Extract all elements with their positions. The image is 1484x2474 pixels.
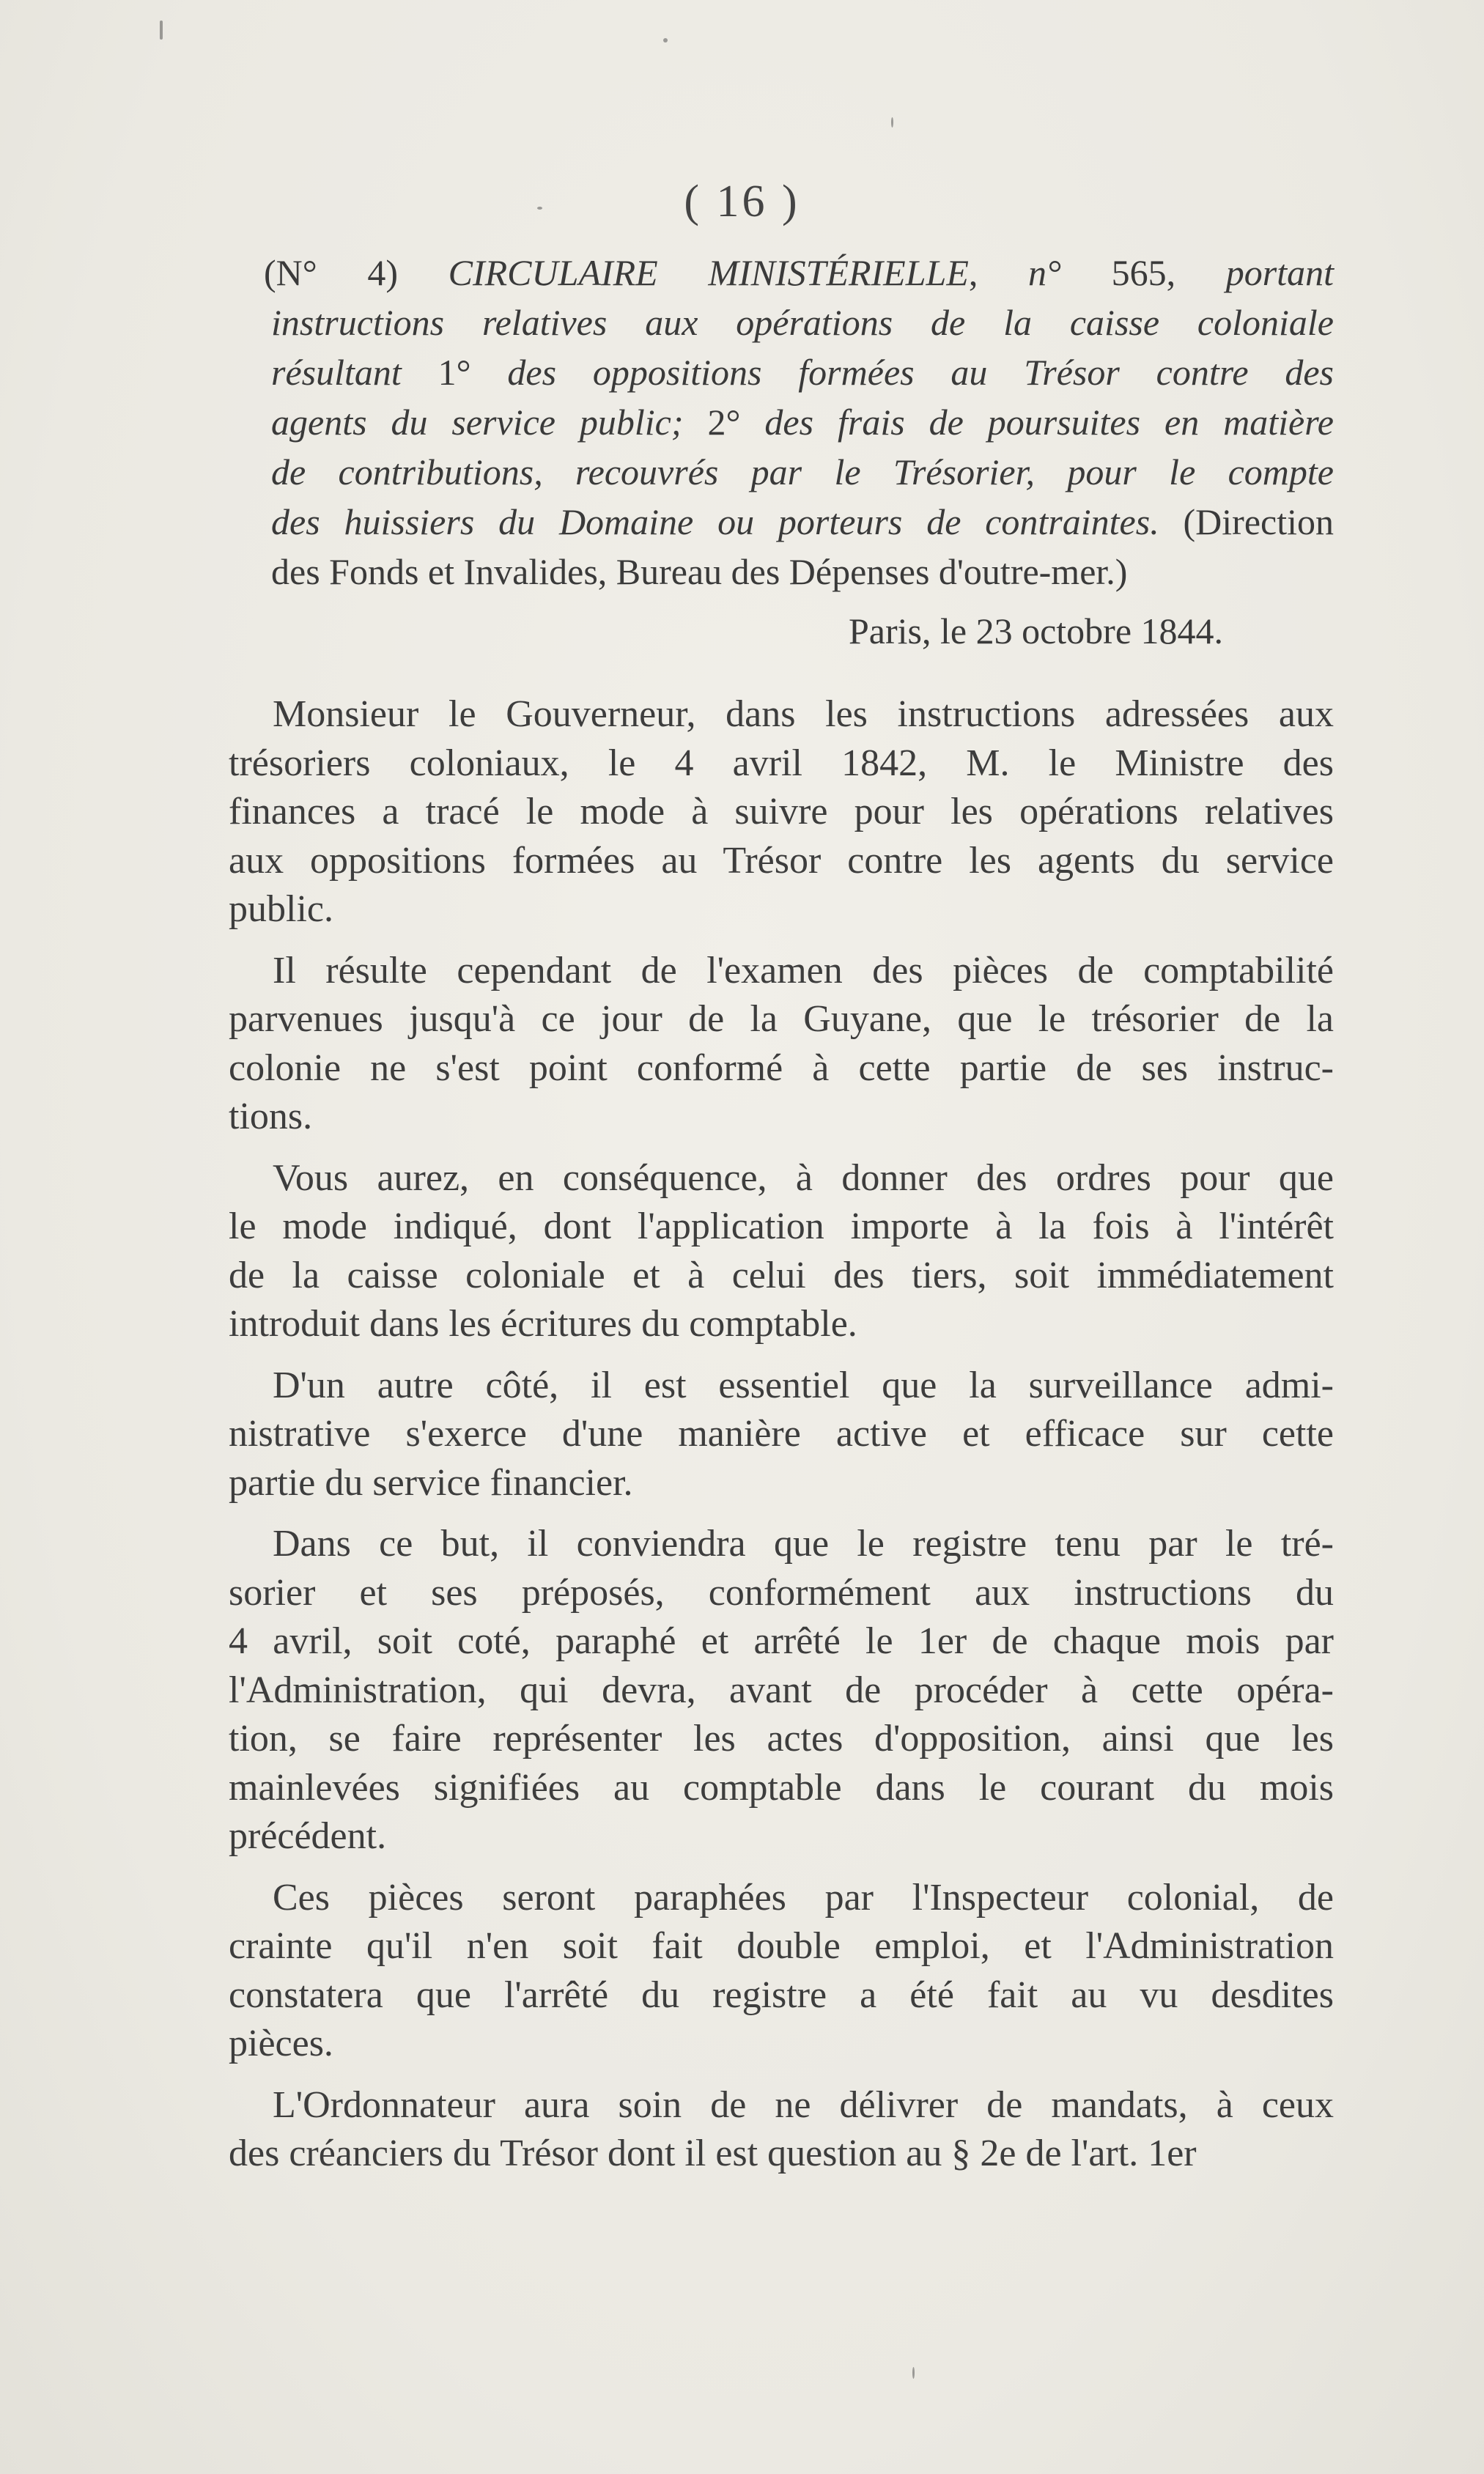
text-line: Dans ce but, il conviendra que le registre tenu par le tré-	[273, 1523, 1334, 1565]
heading-line	[271, 547, 1334, 597]
text-line: l'Administration, qui devra, avant de procéder à cette opéra-	[229, 1669, 1334, 1711]
heading-text: des oppositions formées au Trésor contre des	[470, 352, 1334, 393]
text-line: des créanciers du Trésor dont il est question au § 2e de l'art. 1er	[229, 2133, 1197, 2174]
text-line: Vous aurez, en conséquence, à donner des ordres pour que	[273, 1156, 1334, 1199]
text-line: mainlevées signifiées au comptable dans le courant du mois	[229, 1766, 1334, 1809]
paragraph	[229, 1154, 1334, 1349]
heading-text: (Direction	[1183, 501, 1334, 542]
print-speck	[160, 21, 163, 40]
heading-text: portant	[1225, 252, 1334, 293]
heading-text: des Fonds et Invalides, Bureau des Dépenses d'outre-mer.)	[271, 551, 1128, 592]
text-line: finances a tracé le mode à suivre pour les opérations relatives	[229, 791, 1334, 832]
text-line: partie du service financier.	[229, 1461, 633, 1504]
text-line: introduit dans les écritures du comptable.	[229, 1303, 857, 1345]
page-number: ( 16 )	[684, 177, 800, 226]
heading-line	[264, 248, 1334, 298]
paragraph	[229, 947, 1334, 1142]
text-line: L'Ordonnateur aura soin de ne délivrer de mandats, à ceux	[273, 2083, 1334, 2126]
dateline: Paris, le 23 octobre 1844.	[849, 610, 1224, 651]
text-line: Monsieur le Gouverneur, dans les instructions adressées aux	[273, 693, 1334, 735]
paragraph	[229, 690, 1334, 934]
text-line: le mode indiqué, dont l'application importe à la fois à l'intérêt	[229, 1205, 1334, 1247]
heading-text: résultant	[271, 352, 438, 393]
heading-text: instructions relatives aux opérations de la caisse coloniale	[271, 302, 1334, 343]
text-line: aux oppositions formées au Trésor contre les agents du service	[229, 839, 1334, 882]
heading-text: 565,	[1061, 252, 1226, 293]
text-line: de la caisse coloniale et à celui des tiers, soit immédiatement	[229, 1254, 1334, 1296]
circular-heading	[264, 248, 1335, 597]
text-line: trésoriers coloniaux, le 4 avril 1842, M. le Ministre des	[229, 742, 1334, 784]
text-line: nistrative s'exerce d'une manière active et efficace sur cette	[229, 1413, 1334, 1455]
heading-text: n°	[1028, 252, 1062, 293]
text-line: crainte qu'il n'en soit fait double emploi, et l'Administration	[229, 1925, 1334, 1967]
text-line: D'un autre côté, il est essentiel que la surveillance admi-	[273, 1364, 1334, 1406]
paragraph	[229, 1520, 1334, 1861]
text-line: tion, se faire représenter les actes d'opposition, ainsi que les	[229, 1718, 1334, 1760]
heading-text: 1°	[438, 352, 471, 393]
heading-text: 2°	[707, 402, 741, 443]
text-line: 4 avril, soit coté, paraphé et arrêté le 1er de chaque mois par	[229, 1620, 1334, 1662]
paragraph	[229, 1362, 1334, 1508]
heading-text: CIRCULAIRE MINISTÉRIELLE	[448, 252, 969, 293]
print-speck	[663, 38, 668, 43]
text-line: sorier et ses préposés, conformément aux instructions du	[229, 1571, 1334, 1614]
text-line: précédent.	[229, 1815, 387, 1857]
heading-line	[271, 497, 1334, 547]
print-speck	[912, 2367, 915, 2379]
text-line: pièces.	[229, 2023, 333, 2064]
text-line: public.	[229, 888, 333, 930]
heading-line	[271, 397, 1334, 447]
paragraph	[229, 1874, 1334, 2069]
text-line: colonie ne s'est point conformé à cette partie de ses instruc-	[229, 1046, 1334, 1089]
heading-text: ,	[968, 252, 1029, 293]
heading-line	[271, 347, 1334, 397]
text-line: constatera que l'arrêté du registre a été fait au vu desdites	[229, 1973, 1334, 2016]
paragraph	[229, 2081, 1334, 2179]
print-speck	[891, 117, 893, 128]
heading-text: des frais de poursuites en matière	[740, 402, 1335, 443]
heading-line	[271, 298, 1334, 347]
heading-text: agents du service public;	[271, 402, 708, 443]
text-line: parvenues jusqu'à ce jour de la Guyane, que le trésorier de la	[229, 998, 1334, 1040]
heading-text: des huissiers du Domaine ou porteurs de contraintes.	[271, 501, 1184, 542]
heading-text: de contributions, recouvrés par le Trésorier, pour le compte	[271, 451, 1334, 492]
text-line: tions.	[229, 1096, 313, 1137]
print-speck	[537, 207, 542, 210]
heading-line	[271, 447, 1334, 497]
text-line: Il résulte cependant de l'examen des pièces de comptabilité	[273, 949, 1334, 992]
body-text	[229, 690, 1334, 2191]
text-line: Ces pièces seront paraphées par l'Inspecteur colonial, de	[273, 1876, 1334, 1919]
heading-text: (N° 4)	[264, 252, 448, 293]
